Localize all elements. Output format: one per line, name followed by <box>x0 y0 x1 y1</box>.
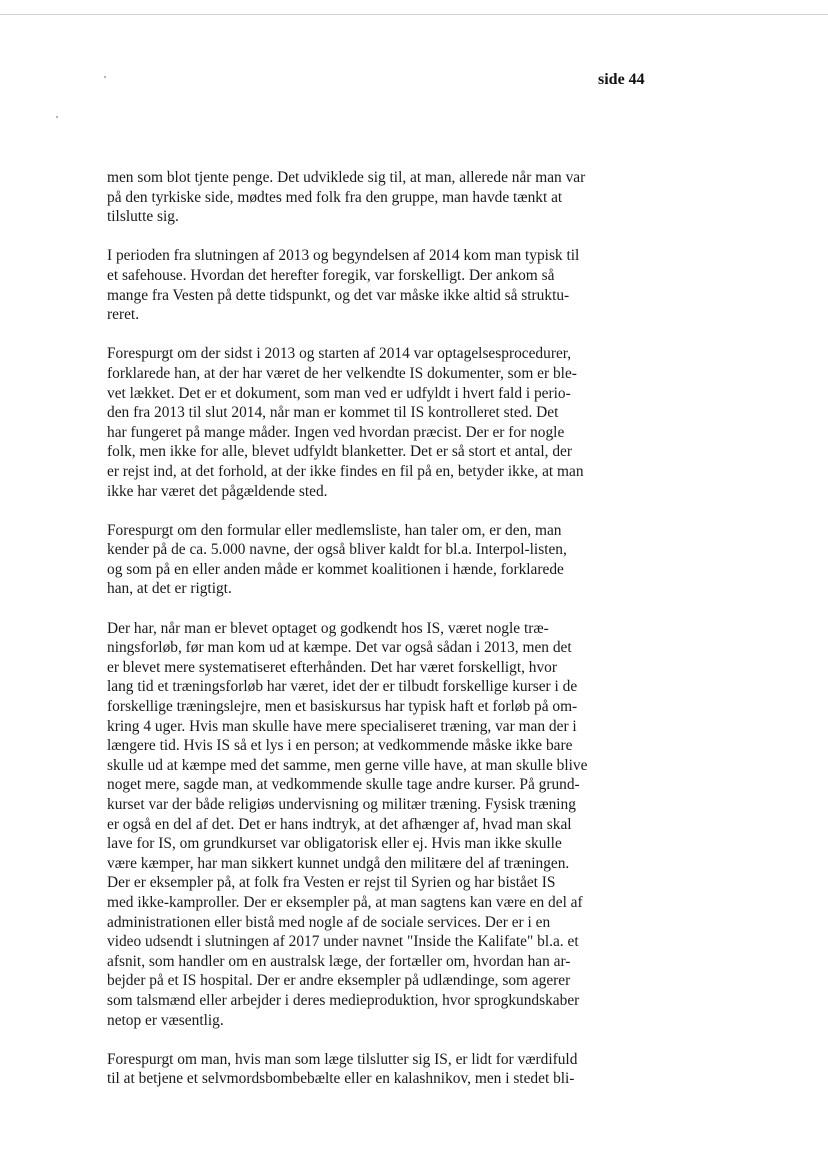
text-line: lang tid et træningsforløb har været, idet der er tilbudt forskellige kurser i de <box>107 678 578 696</box>
scan-speck <box>56 116 58 118</box>
text-line: den fra 2013 til slut 2014, når man er kommet til IS kontrolleret sted. Det <box>107 404 559 422</box>
paragraph <box>107 168 605 227</box>
page-number: side 44 <box>598 71 645 88</box>
paragraph <box>107 1050 605 1089</box>
text-line: Der har, når man er blevet optaget og godkendt hos IS, været nogle træ- <box>107 619 549 637</box>
text-line: er også en del af det. Det er hans indtryk, at det afhænger af, hvad man skal <box>107 815 572 833</box>
text-line: video udsendt i slutningen af 2017 under navnet "Inside the Kalifate" bl.a. et <box>107 933 579 951</box>
text-line: som talsmænd eller arbejder i deres medieproduktion, hvor sprogkundskaber <box>107 991 580 1009</box>
scan-speck <box>104 76 106 78</box>
text-line: kring 4 uger. Hvis man skulle have mere specialiseret træning, var man der i <box>107 717 577 735</box>
paragraph <box>107 246 605 324</box>
text-line: er blevet mere systematiseret efterhånden. Det har været forskelligt, hvor <box>107 658 558 676</box>
text-line: men som blot tjente penge. Det udviklede sig til, at man, allerede når man var <box>107 169 586 186</box>
text-line: han, at det er rigtigt. <box>107 580 232 598</box>
text-line: afsnit, som handler om en australsk læge, der fortæller om, hvordan han ar- <box>107 952 571 970</box>
text-line: forklarede han, at der har været de her velkendte IS dokumenter, som er ble- <box>107 364 577 382</box>
text-line: forskellige træningslejre, men et basiskursus har typisk haft et forløb på om- <box>107 698 578 716</box>
text-line: være kæmper, har man sikkert kunnet undgå den militære del af træningen. <box>107 854 570 872</box>
text-line: et safehouse. Hvordan det herefter foregik, var forskelligt. Der ankom så <box>107 266 555 284</box>
text-line: lave for IS, om grundkurset var obligatorisk eller ej. Hvis man ikke skulle <box>107 835 562 853</box>
text-line: ningsforløb, før man kom ud at kæmpe. Det var også sådan i 2013, men det <box>107 639 572 657</box>
text-line: I perioden fra slutningen af 2013 og begyndelsen af 2014 kom man typisk til <box>107 247 580 265</box>
text-line: længere tid. Hvis IS så et lys i en person; at vedkommende måske ikke bare <box>107 737 573 755</box>
paragraph <box>107 344 605 501</box>
paragraph <box>107 521 605 599</box>
text-line: er rejst ind, at det forhold, at der ikke findes en fil på en, betyder ikke, at man <box>107 462 584 480</box>
text-line: kender på de ca. 5.000 navne, der også bliver kaldt for bl.a. Interpol-listen, <box>107 541 567 559</box>
text-line: tilslutte sig. <box>107 208 179 226</box>
text-line: ikke har været det pågældende sted. <box>107 482 328 500</box>
text-line: folk, men ikke for alle, blevet udfyldt blanketter. Det er så stort et antal, der <box>107 443 572 461</box>
text-line: Der er eksempler på, at folk fra Vesten er rejst til Syrien og har bistået IS <box>107 874 556 892</box>
text-line: Forespurgt om den formular eller medlemsliste, han taler om, er den, man <box>107 521 562 539</box>
text-line: vet lækket. Det er et dokument, som man ved er udfyldt i hvert fald i perio- <box>107 384 571 402</box>
text-line: Forespurgt om der sidst i 2013 og starten af 2014 var optagelsesprocedurer, <box>107 345 572 363</box>
text-line: bejder på et IS hospital. Der er andre eksempler på udlændinge, som agerer <box>107 972 571 990</box>
text-line: reret. <box>107 306 140 324</box>
text-line: med ikke-kamproller. Der er eksempler på, at man sagtens kan være en del af <box>107 893 583 911</box>
text-line: kurset var der både religiøs undervisning og militær træning. Fysisk træning <box>107 796 576 813</box>
text-line: har fungeret på mange måder. Ingen ved hvordan præcist. Der er for nogle <box>107 423 565 441</box>
text-line: Forespurgt om man, hvis man som læge tilslutter sig IS, er lidt for værdifuld <box>107 1050 578 1068</box>
text-line: noget mere, sagde man, at vedkommende skulle tage andre kurser. På grund- <box>107 776 580 794</box>
paragraph <box>107 619 605 1030</box>
text-line: og som på en eller anden måde er kommet koalitionen i hænde, forklarede <box>107 560 564 578</box>
text-line: på den tyrkiske side, mødtes med folk fra den gruppe, man havde tænkt at <box>107 188 563 206</box>
text-line: administrationen eller bistå med nogle af de sociale services. Der er i en <box>107 913 551 931</box>
page-top-edge <box>0 14 828 15</box>
text-line: netop er væsentlig. <box>107 1011 224 1029</box>
text-line: til at betjene et selvmordsbombebælte eller en kalashnikov, men i stedet bli- <box>107 1070 575 1088</box>
text-line: mange fra Vesten på dette tidspunkt, og det var måske ikke altid så struktu- <box>107 286 570 304</box>
text-line: skulle ud at kæmpe med det samme, men gerne ville have, at man skulle blive <box>107 756 588 774</box>
document-body <box>107 168 605 1109</box>
